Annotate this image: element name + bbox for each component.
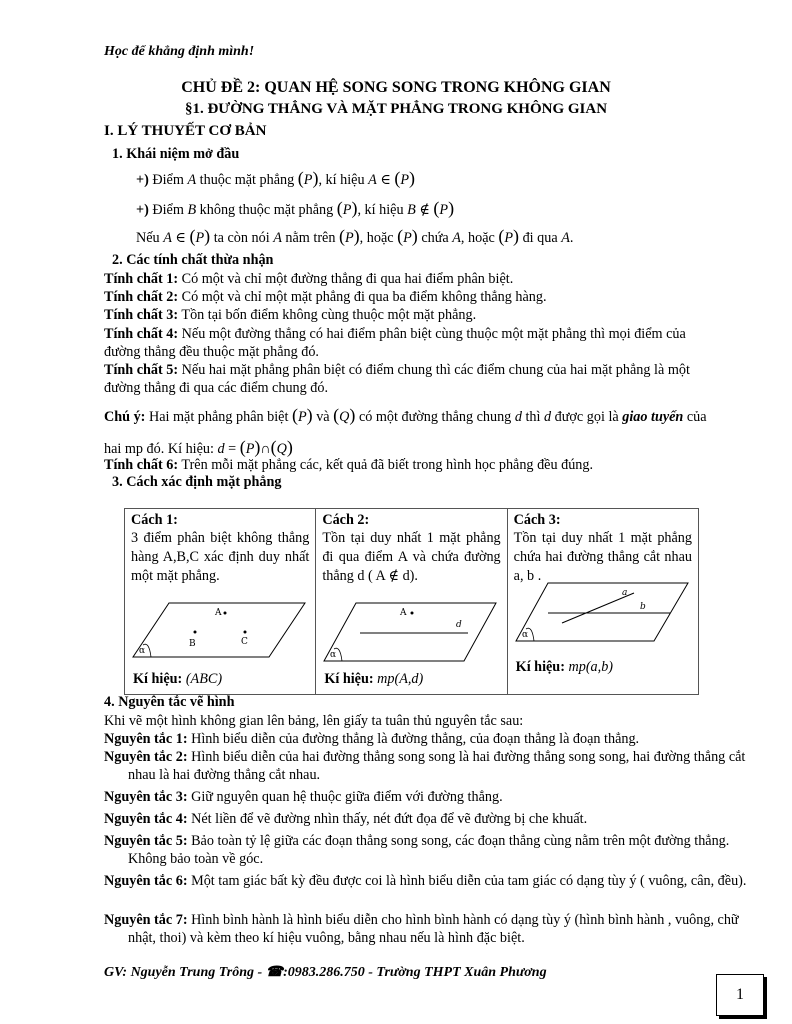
note: Chú ý: Hai mặt phẳng phân biệt (P) và (Q) có một đường thẳng chung d thì d được gọi là giao tuyến của hai mp đó. Kí hiệu: d = (P)∩(Q) — [104, 405, 707, 457]
s1-line1: +) Điểm A thuộc mặt phẳng (P), kí hiệu A ∈ (P) — [136, 168, 416, 188]
plane-a-d-figure — [320, 601, 500, 665]
rule-1: Nguyên tắc 1: Hình biểu diễn của đường thẳng là đường thẳng, của đoạn thẳng là đoạn thẳng. — [104, 731, 640, 747]
method-1-symbol: Kí hiệu: (ABC) — [133, 671, 223, 687]
plane-methods-table — [124, 508, 699, 695]
property-3: Tính chất 3: Tồn tại bốn điểm không cùng thuộc một mặt phẳng. — [104, 307, 477, 323]
chapter-title: CHỦ ĐỀ 2: QUAN HỆ SONG SONG TRONG KHÔNG GIAN — [181, 79, 611, 96]
method-3: Cách 3: Tồn tại duy nhất 1 mặt phẳng chứa hai đường thẳng cắt nhau a, b . α a b Kí hiệu: mp(a,b) — [507, 509, 698, 695]
page-number: 1 — [716, 974, 764, 1016]
s1-heading: 1. Khái niệm mở đầu — [112, 146, 240, 162]
property-1: Tính chất 1: Có một và chỉ một đường thẳng đi qua hai điểm phân biệt. — [104, 271, 514, 287]
plane-abc-figure — [129, 601, 309, 661]
rule-5: Nguyên tắc 5: Bảo toàn tỷ lệ giữa các đoạn thẳng song song, các đoạn thẳng cùng nằm trên một đường thẳng. Không bảo toàn về góc. — [104, 833, 730, 867]
svg-text:C: C — [241, 637, 248, 647]
svg-text:α: α — [139, 646, 146, 656]
rule-7: Nguyên tắc 7: Hình bình hành là hình biểu diễn cho hình bình hành có dạng tùy ý (hình bình hành , vuông, chữ nhật, thoi) và kèm theo kí hiệu vuông, bằng nhau nếu là hình đặc biệt. — [104, 912, 739, 946]
section-heading: I. LÝ THUYẾT CƠ BẢN — [104, 123, 267, 139]
page-footer: GV: Nguyễn Trung Trông - ☎:0983.286.750 - Trường THPT Xuân Phương — [104, 965, 547, 980]
method-2: Cách 2: Tồn tại duy nhất 1 mặt phẳng đi qua điểm A và chứa đường thẳng d ( A ∉ d). α A d Kí hiệu: mp(A,d) — [316, 509, 507, 695]
rule-6: Nguyên tắc 6: Một tam giác bất kỳ đều được coi là hình biểu diễn của tam giác có dạng tùy ý ( vuông, cân, đều). — [104, 873, 747, 889]
rule-4: Nguyên tắc 4: Nét liền để vẽ đường nhìn thấy, nét đứt đọa để vẽ đường bị che khuất. — [104, 811, 588, 827]
svg-text:b: b — [639, 602, 646, 612]
rule-3: Nguyên tắc 3: Giữ nguyên quan hệ thuộc giữa điểm với đường thẳng. — [104, 789, 503, 805]
rule-2: Nguyên tắc 2: Hình biểu diễn của hai đường thẳng song song là hai đường thẳng song song, hai đường thẳng cắt nhau là hai đường thẳng cắt nhau. — [104, 749, 746, 783]
property-4: Tính chất 4: Nếu một đường thẳng có hai điểm phân biệt cùng thuộc một mặt phẳng thì mọi điểm của đường thẳng đều thuộc mặt phẳng đó. — [104, 326, 686, 360]
svg-text:A: A — [215, 608, 222, 618]
method-1: Cách 1: 3 điểm phân biệt không thẳng hàng A,B,C xác định duy nhất một mặt phẳng. α A B C Kí hiệu: (ABC) — [125, 509, 316, 695]
property-5: Tính chất 5: Nếu hai mặt phẳng phân biệt có điểm chung thì các điểm chung của hai mặt phẳng là một đường thẳng đi qua các điểm chung đó. — [104, 362, 690, 396]
svg-text:α: α — [330, 650, 337, 660]
s1-line3: Nếu A ∈ (P) ta còn nói A nằm trên (P), hoặc (P) chứa A, hoặc (P) đi qua A. — [136, 226, 574, 246]
property-6: Tính chất 6: Trên mỗi mặt phẳng các, kết quả đã biết trong hình học phẳng đều đúng. — [104, 457, 594, 473]
lesson-title: §1. ĐƯỜNG THẲNG VÀ MẶT PHẲNG TRONG KHÔNG GIAN — [184, 101, 608, 117]
svg-text:A: A — [400, 608, 407, 618]
method-3-symbol: Kí hiệu: mp(a,b) — [515, 659, 614, 675]
svg-text:d: d — [456, 620, 463, 630]
s2-heading: 2. Các tính chất thừa nhận — [112, 252, 274, 268]
s1-line2: +) Điểm B không thuộc mặt phẳng (P), kí hiệu B ∉ (P) — [136, 198, 455, 218]
plane-a-b-figure — [512, 579, 692, 645]
svg-text:a: a — [621, 588, 628, 598]
svg-text:B: B — [189, 639, 196, 649]
s4-intro: Khi vẽ một hình không gian lên bảng, lên giấy ta tuân thủ nguyên tắc sau: — [104, 713, 524, 729]
property-2: Tính chất 2: Có một và chỉ một mặt phẳng đi qua ba điểm không thẳng hàng. — [104, 289, 547, 305]
s4-heading: 4. Nguyên tắc vẽ hình — [104, 694, 235, 710]
method-2-symbol: Kí hiệu: mp(A,d) — [324, 671, 424, 687]
s3-heading: 3. Cách xác định mặt phẳng — [112, 474, 282, 490]
svg-text:α: α — [521, 630, 528, 640]
page-header: Học để khẳng định mình! — [104, 44, 255, 59]
